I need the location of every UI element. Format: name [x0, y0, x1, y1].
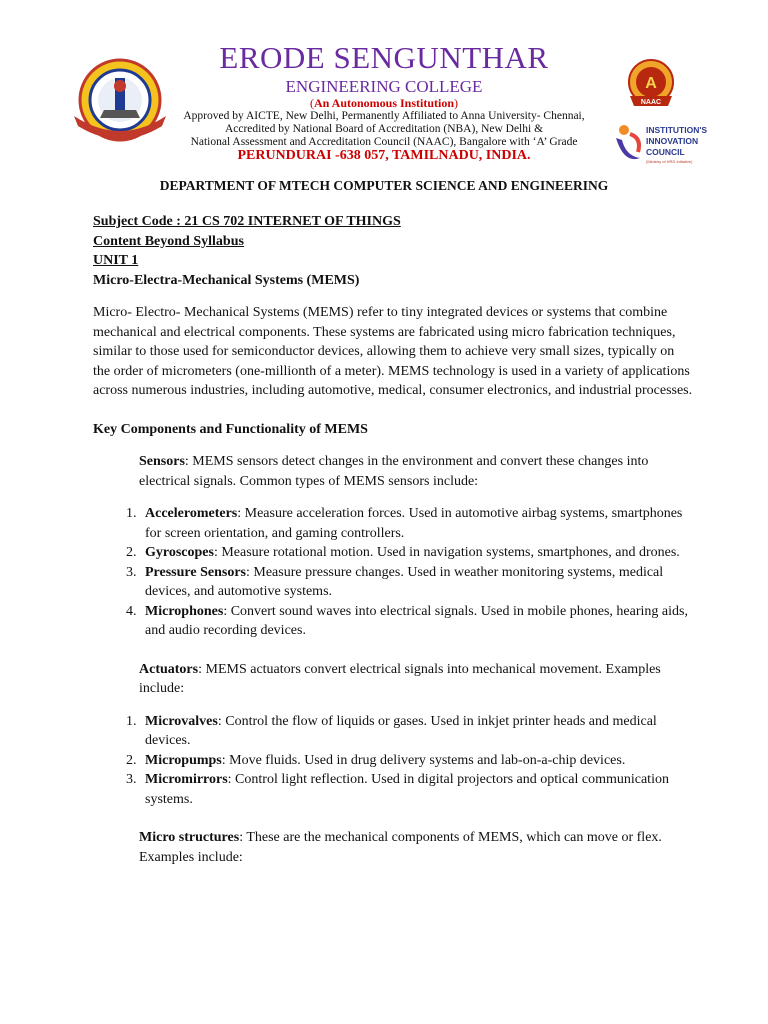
key-components-heading: Key Components and Functionality of MEMS	[93, 421, 368, 437]
list-item-text: : Control the flow of liquids or gases. Used in inkjet printer heads and medical devices.	[145, 713, 657, 748]
sensors-term: Sensors	[139, 454, 185, 469]
list-item	[140, 563, 693, 602]
list-item	[140, 751, 693, 771]
unit-label: UNIT 1	[93, 253, 139, 268]
list-item-term: Accelerometers	[145, 506, 238, 521]
college-location: PERUNDURAI -638 057, TAMILNADU, INDIA.	[237, 148, 531, 163]
actuators-text: : MEMS actuators convert electrical signals into mechanical movement. Examples include:	[139, 661, 661, 696]
list-item	[140, 602, 693, 641]
list-item	[140, 543, 693, 563]
autonomous-status: (An Autonomous Institution)	[309, 96, 459, 110]
svg-text:A: A	[645, 75, 657, 92]
list-item-term: Microvalves	[145, 713, 218, 729]
list-item-text: : Measure rotational motion. Used in navigation systems, smartphones, and drones.	[213, 545, 680, 560]
document-body	[93, 212, 693, 867]
letterhead	[0, 0, 768, 175]
microstructures-term: Micro structures	[139, 830, 240, 845]
actuators-paragraph	[139, 660, 693, 699]
approval-line-2: Accredited by National Board of Accreditation (NBA), New Delhi &	[224, 123, 544, 135]
svg-text:INSTITUTION'S: INSTITUTION'S	[646, 125, 708, 135]
list-item	[140, 712, 693, 751]
actuators-term: Actuators	[139, 661, 199, 677]
svg-text:NAAC: NAAC	[640, 99, 662, 106]
intro-paragraph: Micro- Electro- Mechanical Systems (MEMS) refer to tiny integrated devices or systems that combine mechanical and electrical components. These systems are fabricated using micro fabrication techniques, similar to those used for semiconductor devices, allowing them to achieve very small sizes, typically on the order of micrometers (one-millionth of a meter). MEMS technology is used in a variety of applications across numerous industries, including automotive, medical, consumer electronics, and industrial processes.	[93, 305, 693, 398]
sensors-text: : MEMS sensors detect changes in the environment and convert these changes into electrical signals. Common types of MEMS sensors include:	[139, 454, 649, 489]
approval-line-3: National Assessment and Accreditation Council (NAAC), Bangalore with ‘A’ Grade	[190, 136, 578, 148]
subject-code: Subject Code : 21 CS 702 INTERNET OF THINGS	[93, 214, 401, 229]
list-item-text: : Control light reflection. Used in digital projectors and optical communication systems.	[145, 772, 669, 807]
list-item-term: Micropumps	[145, 752, 222, 768]
svg-text:(Ministry of HRD Initiative): (Ministry of HRD Initiative)	[646, 159, 693, 164]
college-name: ERODE SENGUNTHAR	[219, 40, 549, 75]
actuators-list	[93, 712, 693, 810]
sensors-list	[93, 504, 693, 641]
list-item-text: : Move fluids. Used in drug delivery systems and lab-on-a-chip devices.	[221, 752, 626, 768]
list-item-term: Gyroscopes	[145, 545, 214, 560]
list-item-term: Pressure Sensors	[145, 564, 246, 580]
department-heading: DEPARTMENT OF MTECH COMPUTER SCIENCE AND ENGINEERING	[159, 178, 609, 193]
college-subtitle: ENGINEERING COLLEGE	[285, 77, 483, 96]
autonomous-label: An Autonomous Institution	[313, 96, 455, 110]
content-beyond-syllabus: Content Beyond Syllabus	[93, 233, 244, 249]
list-item-text: : Measure pressure changes. Used in weather monitoring systems, medical devices, and automotive systems.	[145, 564, 664, 599]
svg-text:COUNCIL: COUNCIL	[646, 147, 685, 157]
list-item-text: : Convert sound waves into electrical signals. Used in mobile phones, hearing aids, and audio recording devices.	[145, 603, 688, 638]
list-item-term: Micromirrors	[145, 772, 228, 787]
list-item-text: : Measure acceleration forces. Used in automotive airbag systems, smartphones for screen orientation, and gaming controllers.	[145, 506, 683, 541]
microstructures-paragraph	[139, 828, 693, 867]
list-item	[140, 770, 693, 809]
microstructures-text: : These are the mechanical components of MEMS, which can move or flex. Examples include:	[139, 830, 662, 865]
list-item-term: Microphones	[145, 603, 224, 619]
sensors-paragraph	[139, 452, 693, 491]
approval-line-1: Approved by AICTE, New Delhi, Permanently Affiliated to Anna University- Chennai,	[183, 110, 585, 122]
svg-text:INNOVATION: INNOVATION	[646, 136, 699, 146]
list-item	[140, 504, 693, 543]
topic-title: Micro-Electra-Mechanical Systems (MEMS)	[93, 272, 360, 288]
